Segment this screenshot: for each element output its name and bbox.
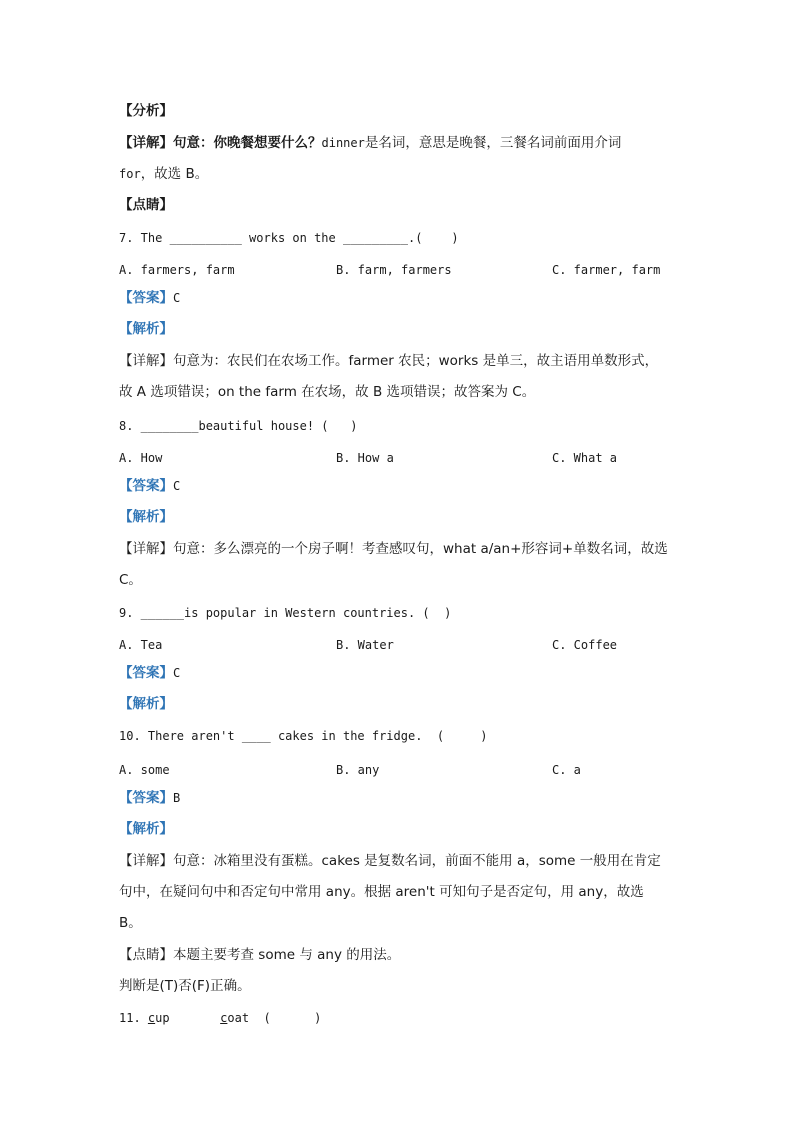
q8-detail-1: 【详解】句意：多么漂亮的一个房子啊！考查感叹句，what a/an+形容词+单数名词，故选 bbox=[119, 541, 668, 557]
answer-tag: 【答案】 bbox=[119, 478, 173, 494]
answer-value: B bbox=[173, 791, 181, 805]
q10-option-b: B. any bbox=[336, 763, 380, 777]
answer-tag: 【答案】 bbox=[119, 790, 173, 806]
q10-option-a: A. some bbox=[119, 763, 170, 777]
q9-analysis-tag: 【解析】 bbox=[119, 696, 173, 712]
word-1-underlined-letter: c bbox=[147, 1011, 156, 1025]
q7-detail-1: 【详解】句意为：农民们在农场工作。farmer 农民；works 是单三，故主语用单数形式， bbox=[119, 353, 659, 369]
q8-option-b: B. How a bbox=[336, 451, 394, 465]
q7-option-a: A. farmers, farm bbox=[119, 263, 235, 277]
q8-option-c: C. What a bbox=[552, 451, 618, 465]
q9-option-b: B. Water bbox=[336, 638, 394, 652]
q10-answer bbox=[119, 789, 180, 807]
q7-detail-2: 故 A 选项错误；on the farm 在农场，故 B 选项错误；故答案为 C。 bbox=[119, 384, 536, 400]
q7-analysis-tag: 【解析】 bbox=[119, 321, 173, 337]
q7-answer bbox=[119, 289, 180, 307]
explanation-text: 【详解】句意：你晚餐想要什么？ bbox=[119, 135, 322, 151]
answer-value: C bbox=[173, 479, 181, 493]
q10-detail-1: 【详解】句意：冰箱里没有蛋糕。cakes 是复数名词，前面不能用 a，some 一般用在肯定 bbox=[119, 853, 661, 869]
answer-paren: ( ) bbox=[249, 1011, 322, 1025]
q9-option-c: C. Coffee bbox=[552, 638, 618, 652]
question-7: 7. The __________ works on the _________.( ) bbox=[119, 231, 459, 245]
question-8: 8. ________beautiful house! ( ) bbox=[119, 419, 358, 433]
question-9: 9. ______is popular in Western countries. ( ) bbox=[119, 606, 452, 620]
analysis-heading: 【分析】 bbox=[119, 103, 173, 119]
q7-option-c: C. farmer, farm bbox=[552, 263, 661, 277]
q10-tip: 【点睛】本题主要考查 some 与 any 的用法。 bbox=[119, 947, 401, 963]
q8-analysis-tag: 【解析】 bbox=[119, 509, 173, 525]
word-2-underlined-letter: c bbox=[220, 1011, 228, 1025]
explanation-line bbox=[119, 134, 621, 152]
q9-option-a: A. Tea bbox=[119, 638, 163, 652]
q9-answer bbox=[119, 664, 180, 682]
q10-detail-2: 句中，在疑问句中和否定句中常用 any。根据 aren't 可知句子是否定句，用 any，故选 bbox=[119, 884, 644, 900]
q8-answer bbox=[119, 477, 180, 495]
word-2-rest: oat bbox=[227, 1011, 250, 1025]
word-1-rest: up bbox=[155, 1011, 170, 1025]
answer-tag: 【答案】 bbox=[119, 665, 173, 681]
question-11 bbox=[119, 1009, 321, 1027]
explanation-text: ，故选 B。 bbox=[140, 166, 209, 182]
q10-option-c: C. a bbox=[552, 763, 581, 777]
answer-tag: 【答案】 bbox=[119, 290, 173, 306]
q10-detail-3: B。 bbox=[119, 915, 142, 931]
section-instruction: 判断是(T)否(F)正确。 bbox=[119, 978, 251, 994]
q10-analysis-tag: 【解析】 bbox=[119, 821, 173, 837]
keyword: dinner bbox=[321, 136, 365, 150]
q8-option-a: A. How bbox=[119, 451, 163, 465]
explanation-line bbox=[119, 165, 208, 183]
q7-option-b: B. farm, farmers bbox=[336, 263, 452, 277]
question-10: 10. There aren't ____ cakes in the fridge. ( ) bbox=[119, 729, 488, 743]
keyword: for bbox=[119, 167, 141, 181]
answer-value: C bbox=[173, 666, 181, 680]
q8-detail-2: C。 bbox=[119, 572, 142, 588]
explanation-text: 是名词，意思是晚餐，三餐名词前面用介词 bbox=[364, 135, 622, 151]
tip-heading: 【点睛】 bbox=[119, 197, 173, 213]
question-number: 11. bbox=[119, 1011, 148, 1025]
answer-value: C bbox=[173, 291, 181, 305]
